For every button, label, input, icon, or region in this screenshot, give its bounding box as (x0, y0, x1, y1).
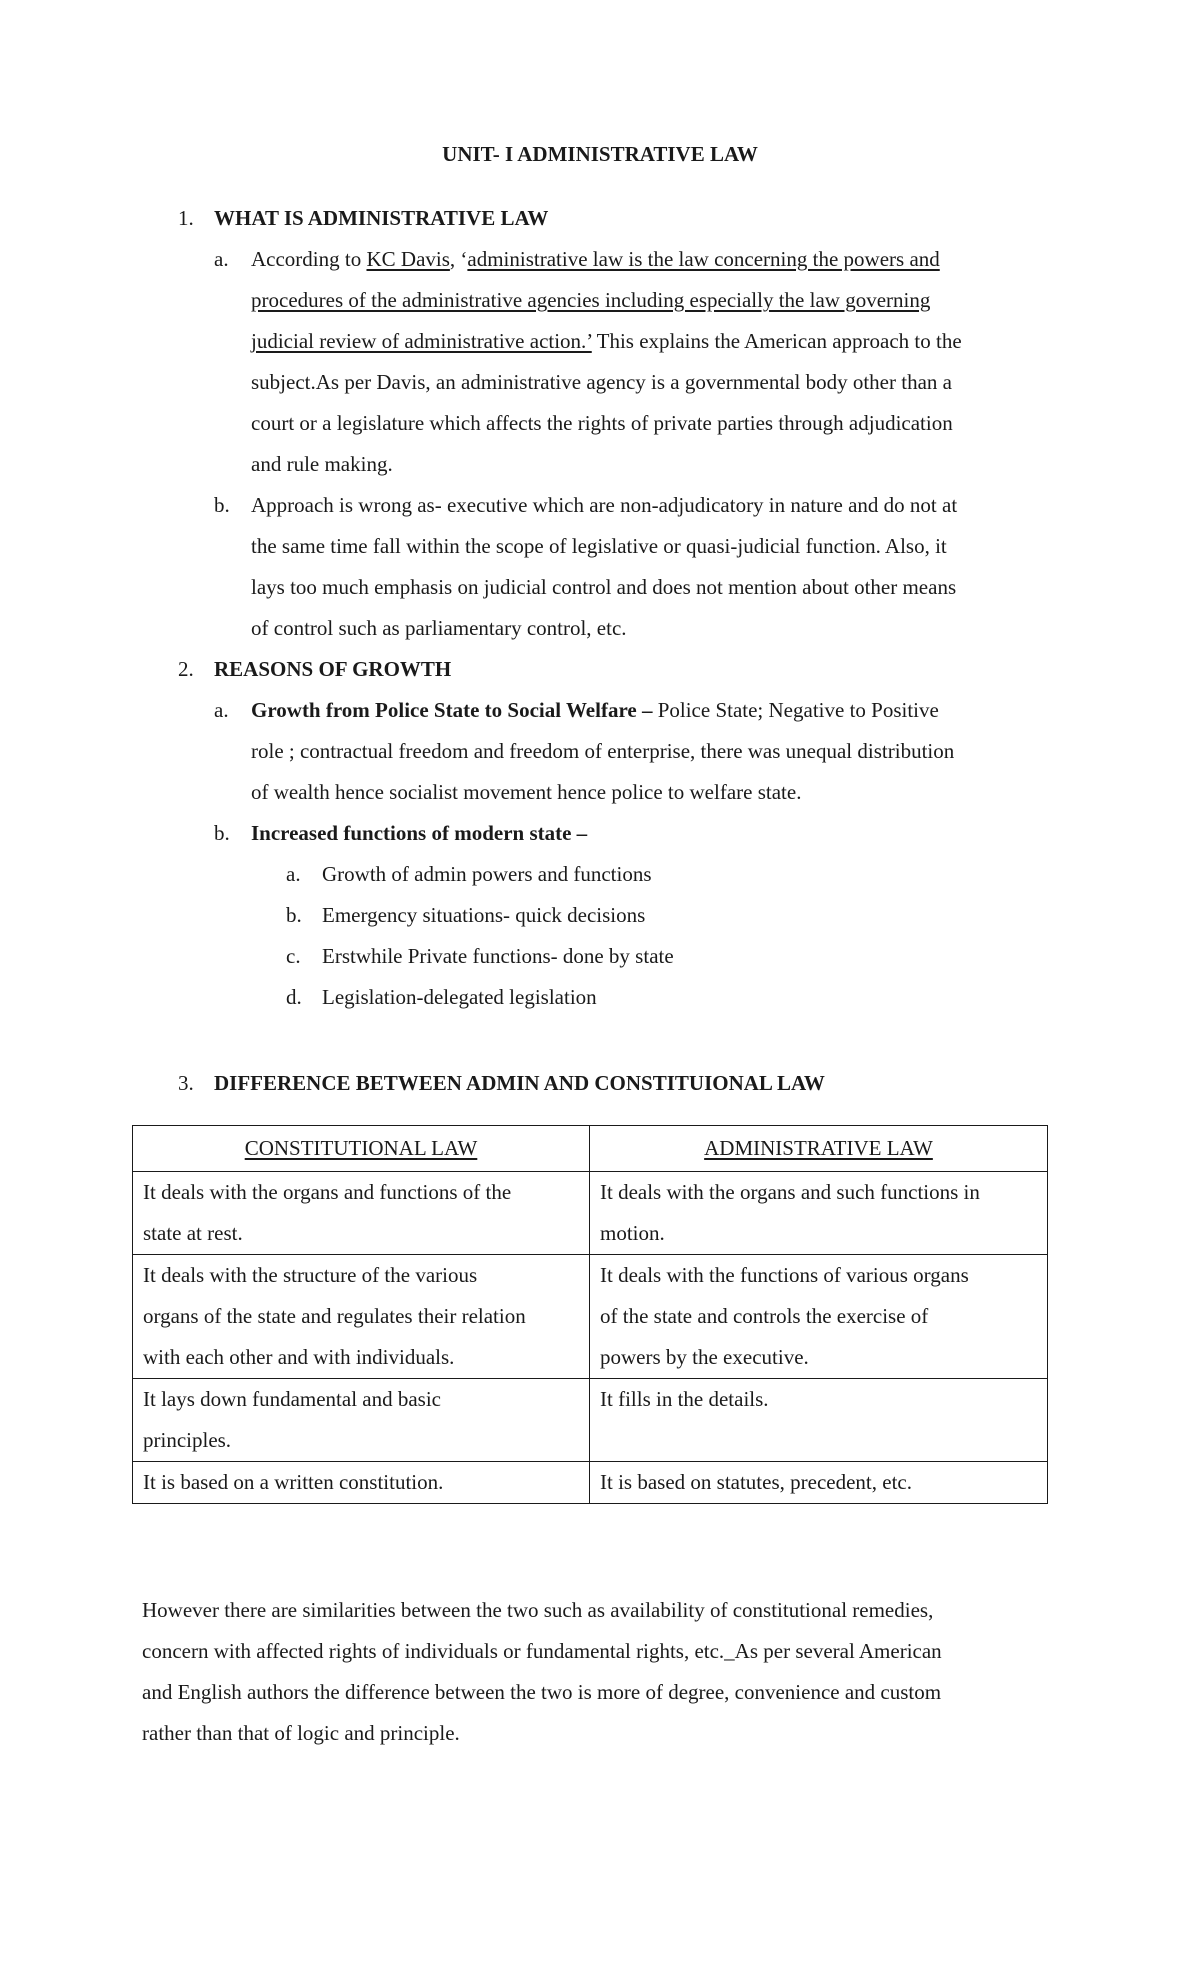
author-name: KC Davis (366, 247, 450, 271)
item-text: Approach is wrong as- executive which are non-adjudicatory in nature and do not at (251, 493, 958, 517)
section-heading-text: REASONS OF GROWTH (214, 657, 452, 681)
column-header-constitutional: CONSTITUTIONAL LAW (133, 1126, 590, 1172)
section-number: 2. (178, 657, 194, 681)
table-cell: It deals with the organs and such functions in motion. (590, 1172, 1048, 1255)
definition-quote: administrative law is the law concerning the powers and (467, 247, 940, 271)
table-cell: It deals with the structure of the various organs of the state and regulates their relation with each other and with individuals. (133, 1255, 590, 1379)
comparison-table (132, 1125, 1048, 1504)
table-cell: It fills in the details. (590, 1379, 1048, 1462)
column-header-administrative: ADMINISTRATIVE LAW (590, 1126, 1048, 1172)
text-line: court or a legislature which affects the rights of private parties through adjudication (251, 411, 953, 435)
list-item (0, 239, 1200, 280)
item-label: a. (214, 247, 229, 271)
section-heading-text: WHAT IS ADMINISTRATIVE LAW (214, 206, 549, 230)
list-item (0, 690, 1200, 731)
page-title: UNIT- I ADMINISTRATIVE LAW (442, 142, 758, 166)
sub-list-item: c. Erstwhile Private functions- done by state (286, 944, 674, 968)
item-label: a. (214, 698, 229, 722)
text-line: and English authors the difference between the two is more of degree, convenience and custom (142, 1680, 942, 1704)
table-row (133, 1172, 1048, 1255)
text-line: However there are similarities between the two such as availability of constitutional remedies, (142, 1598, 934, 1622)
sub-list-item: b. Emergency situations- quick decisions (286, 903, 646, 927)
item-label: b. (214, 821, 230, 845)
section-what-is-admin-law (0, 198, 1200, 1018)
text-line: the same time fall within the scope of legislative or quasi-judicial function. Also, it (251, 534, 947, 558)
list-item (0, 485, 1200, 526)
table-row (133, 1462, 1048, 1504)
text-line (0, 280, 1200, 321)
text-line: rather than that of logic and principle. (142, 1721, 460, 1745)
definition-quote: judicial review of administrative action.’ (251, 329, 592, 353)
table-cell: It is based on statutes, precedent, etc. (590, 1462, 1048, 1504)
text-line: role ; contractual freedom and freedom of enterprise, there was unequal distribution (251, 739, 955, 763)
list-item (0, 813, 1200, 854)
sub-list-item: d. Legislation-delegated legislation (286, 985, 597, 1009)
section-heading (0, 649, 1200, 690)
item-text: Growth from Police State to Social Welfare – Police State; Negative to Positive (251, 698, 939, 722)
text-line: concern with affected rights of individuals or fundamental rights, etc._As per several American (142, 1639, 942, 1663)
section-heading-text: DIFFERENCE BETWEEN ADMIN AND CONSTITUIONAL LAW (214, 1071, 825, 1095)
text-line: of control such as parliamentary control, etc. (251, 616, 627, 640)
section-heading (0, 198, 1200, 239)
table-cell: It is based on a written constitution. (133, 1462, 590, 1504)
item-label: b. (214, 493, 230, 517)
item-text: Increased functions of modern state – (251, 821, 588, 845)
sub-list-item: a. Growth of admin powers and functions (286, 862, 652, 886)
table-cell: It deals with the functions of various organs of the state and controls the exercise of powers by the executive. (590, 1255, 1048, 1379)
table-cell: It lays down fundamental and basic principles. (133, 1379, 590, 1462)
table-header-row (133, 1126, 1048, 1172)
item-text: According to KC Davis, ‘administrative law is the law concerning the powers and (251, 247, 940, 271)
section-heading (0, 1063, 1200, 1104)
table-row (133, 1379, 1048, 1462)
section-number: 3. (178, 1071, 194, 1095)
table-cell: It deals with the organs and functions of the state at rest. (133, 1172, 590, 1255)
text-line: subject.As per Davis, an administrative agency is a governmental body other than a (251, 370, 952, 394)
table-row (133, 1255, 1048, 1379)
text-line: of wealth hence socialist movement hence police to welfare state. (251, 780, 802, 804)
section-difference (0, 1063, 1200, 1104)
definition-quote: procedures of the administrative agencies including especially the law governing (251, 288, 931, 312)
closing-paragraph (142, 1590, 1062, 1754)
text-line: lays too much emphasis on judicial control and does not mention about other means (251, 575, 957, 599)
text-line: and rule making. (251, 452, 393, 476)
section-number: 1. (178, 206, 194, 230)
text-line: judicial review of administrative action.’ This explains the American approach to the (251, 329, 962, 353)
